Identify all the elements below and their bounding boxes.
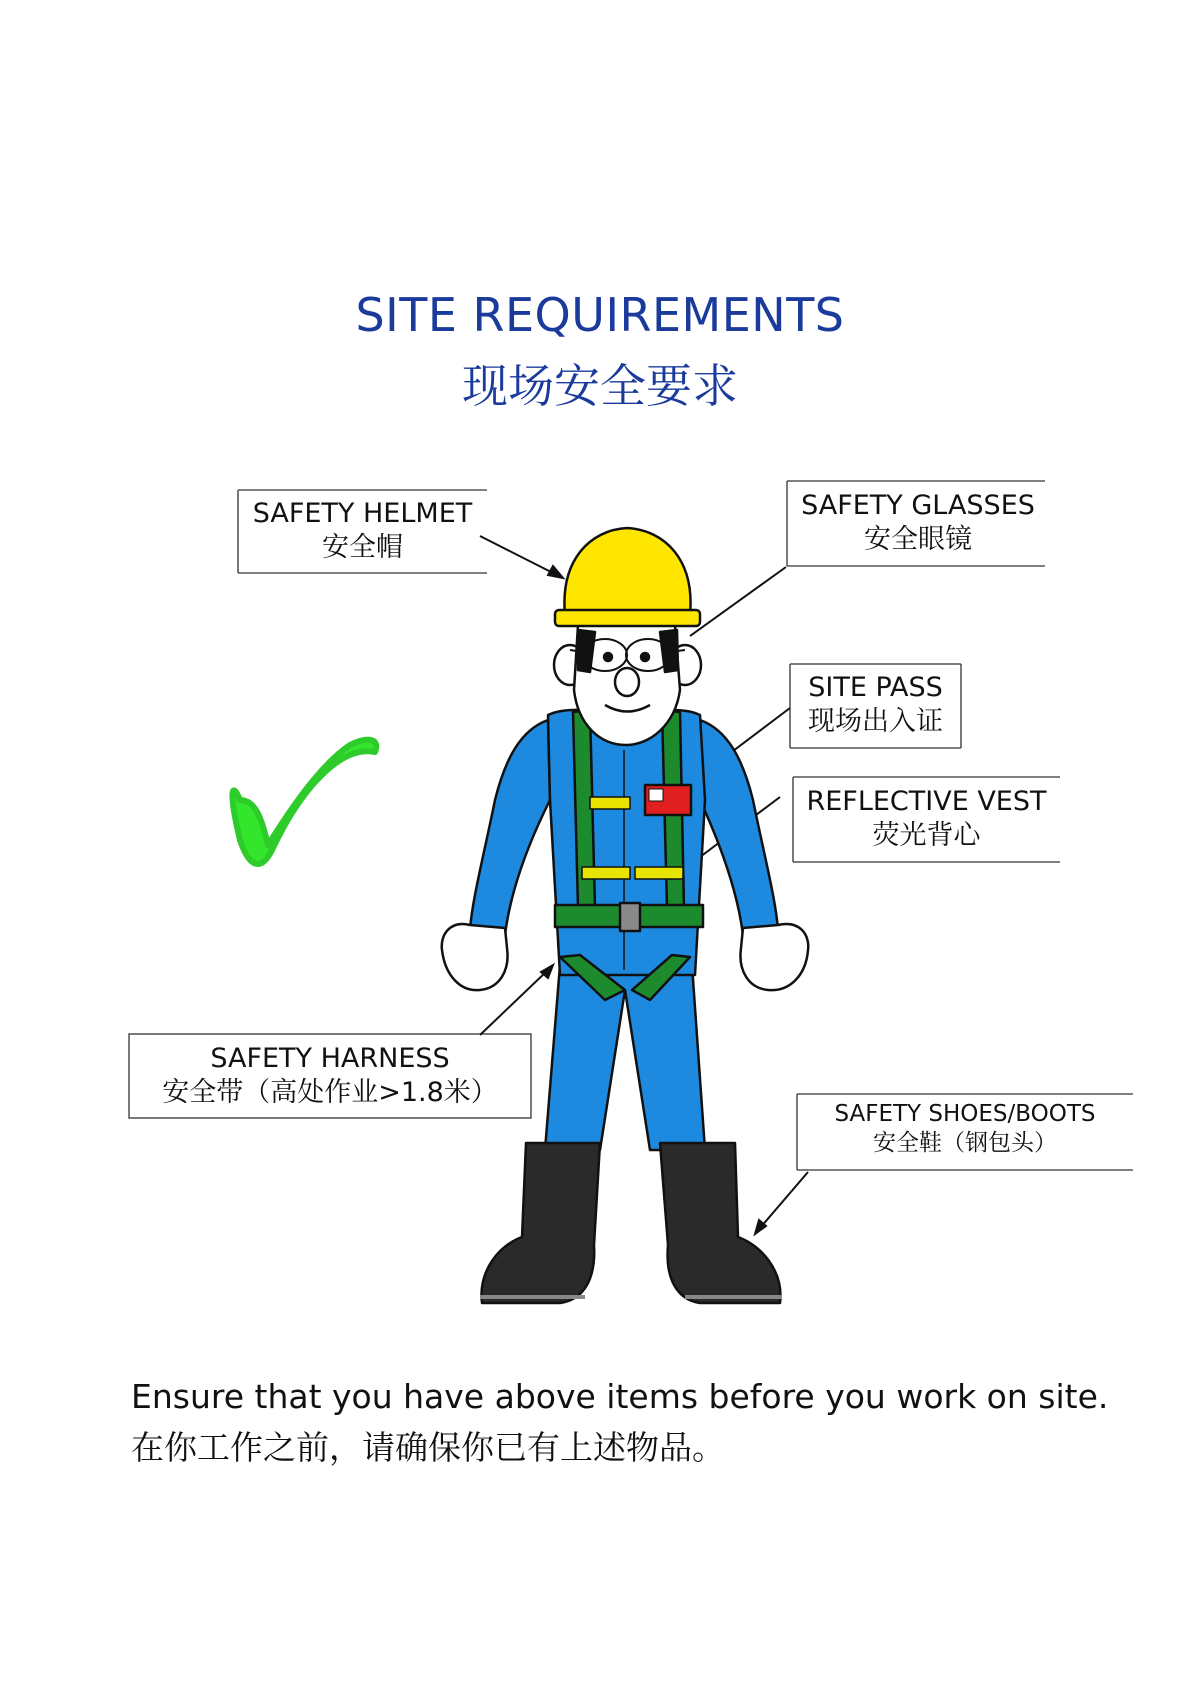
legs bbox=[545, 965, 705, 1150]
nose bbox=[615, 668, 639, 696]
label-text-en: SAFETY HELMET bbox=[252, 498, 473, 529]
label-text-zh: 安全带（高处作业>1.8米） bbox=[162, 1076, 498, 1108]
right-glove bbox=[740, 924, 808, 990]
left-arm bbox=[470, 720, 550, 935]
checkmark-icon bbox=[232, 740, 376, 864]
label-text-en: REFLECTIVE VEST bbox=[806, 786, 1047, 817]
label-text-zh: 荧光背心 bbox=[872, 819, 981, 851]
label-safety-shoes bbox=[797, 1100, 1133, 1158]
site-pass bbox=[645, 785, 691, 815]
footer-instruction-chinese: 在你工作之前，请确保你已有上述物品。 bbox=[131, 1428, 725, 1467]
label-reflective-vest bbox=[793, 785, 1060, 853]
label-text-zh: 安全眼镜 bbox=[864, 523, 972, 555]
page-title-chinese: 现场安全要求 bbox=[462, 359, 738, 413]
label-safety-helmet bbox=[238, 497, 487, 565]
label-site-pass bbox=[790, 671, 961, 739]
label-text-zh: 现场出入证 bbox=[808, 705, 943, 737]
page-title: SITE REQUIREMENTS bbox=[355, 288, 845, 342]
label-text-zh: 安全鞋（钢包头） bbox=[873, 1129, 1057, 1156]
safety-helmet bbox=[564, 528, 690, 615]
label-text-en: SAFETY SHOES/BOOTS bbox=[834, 1101, 1096, 1127]
left-boot bbox=[482, 1143, 600, 1303]
label-text-zh: 安全帽 bbox=[322, 531, 403, 563]
label-safety-harness bbox=[129, 1042, 531, 1110]
left-glove bbox=[442, 924, 508, 990]
label-text-en: SAFETY HARNESS bbox=[210, 1043, 450, 1074]
label-text-en: SAFETY GLASSES bbox=[801, 490, 1035, 521]
right-arm bbox=[700, 720, 778, 935]
footer-instruction: Ensure that you have above items before you work on site. bbox=[131, 1377, 1109, 1416]
label-text-en: SITE PASS bbox=[808, 672, 943, 703]
worker bbox=[442, 528, 809, 1303]
label-safety-glasses bbox=[787, 489, 1049, 557]
